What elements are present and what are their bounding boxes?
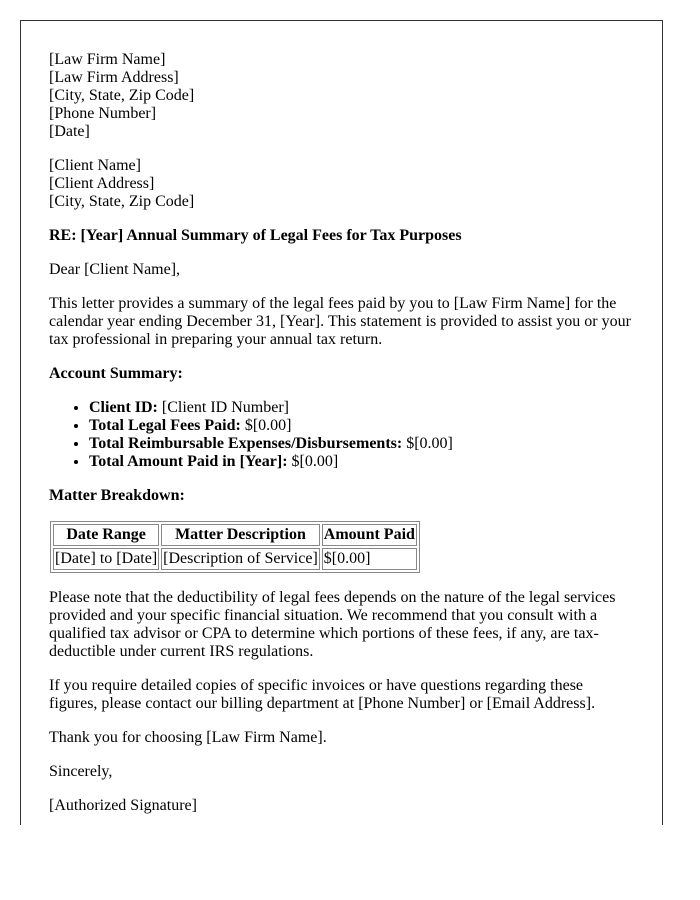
table-cell: [Description of Service] (161, 548, 320, 570)
item-label: Total Reimbursable Expenses/Disbursements: (89, 435, 403, 452)
note-paragraph: Please note that the deductibility of legal fees depends on the nature of the legal services provided and your specific financial situation. We recommend that you consult with a qualified tax advisor or CPA to determine which portions of these fees, if any, are tax-deductible under current IRS regulations. (49, 589, 616, 660)
table-row (53, 548, 417, 570)
matter-table (50, 521, 420, 573)
account-summary-heading: Account Summary: (49, 365, 183, 382)
sender-line: [Phone Number] (49, 105, 157, 122)
recipient-address (49, 157, 634, 211)
sender-line: [Law Firm Address] (49, 69, 179, 86)
sender-line: [City, State, Zip Code] (49, 87, 195, 104)
sender-address (49, 51, 634, 141)
list-item (89, 399, 634, 417)
table-cell: [Date] to [Date] (53, 548, 159, 570)
signature: [Authorized Signature] (49, 797, 197, 814)
recipient-line: [Client Name] (49, 157, 141, 174)
intro-paragraph: This letter provides a summary of the legal fees paid by you to [Law Firm Name] for the calendar year ending December 31, [Year]. This statement is provided to assist you or your tax professional in preparing your annual tax return. (49, 295, 631, 348)
salutation: Dear [Client Name], (49, 261, 181, 278)
list-item (89, 417, 634, 435)
closing: Sincerely, (49, 763, 113, 780)
column-header: Date Range (53, 524, 159, 546)
item-label: Total Legal Fees Paid: (89, 417, 241, 434)
list-item (89, 435, 634, 453)
thanks-paragraph: Thank you for choosing [Law Firm Name]. (49, 729, 327, 746)
recipient-line: [Client Address] (49, 175, 155, 192)
item-value: $[0.00] (287, 453, 339, 470)
column-header: Amount Paid (322, 524, 417, 546)
letter-page (20, 20, 663, 825)
item-value: $[0.00] (240, 417, 292, 434)
table-cell: $[0.00] (322, 548, 417, 570)
matter-breakdown-heading: Matter Breakdown: (49, 487, 185, 504)
contact-paragraph: If you require detailed copies of specific invoices or have questions regarding these figures, please contact our billing department at [Phone Number] or [Email Address]. (49, 677, 596, 712)
table-header-row (53, 524, 417, 546)
item-label: Client ID: (89, 399, 158, 416)
subject-line: RE: [Year] Annual Summary of Legal Fees for Tax Purposes (49, 227, 462, 244)
column-header: Matter Description (161, 524, 320, 546)
sender-line: [Law Firm Name] (49, 51, 166, 68)
item-value: [Client ID Number] (157, 399, 289, 416)
recipient-line: [City, State, Zip Code] (49, 193, 195, 210)
letter-date: [Date] (49, 123, 90, 140)
letter-content (49, 51, 634, 815)
account-summary-list (49, 399, 634, 471)
item-label: Total Amount Paid in [Year]: (89, 453, 288, 470)
list-item (89, 453, 634, 471)
item-value: $[0.00] (402, 435, 453, 452)
